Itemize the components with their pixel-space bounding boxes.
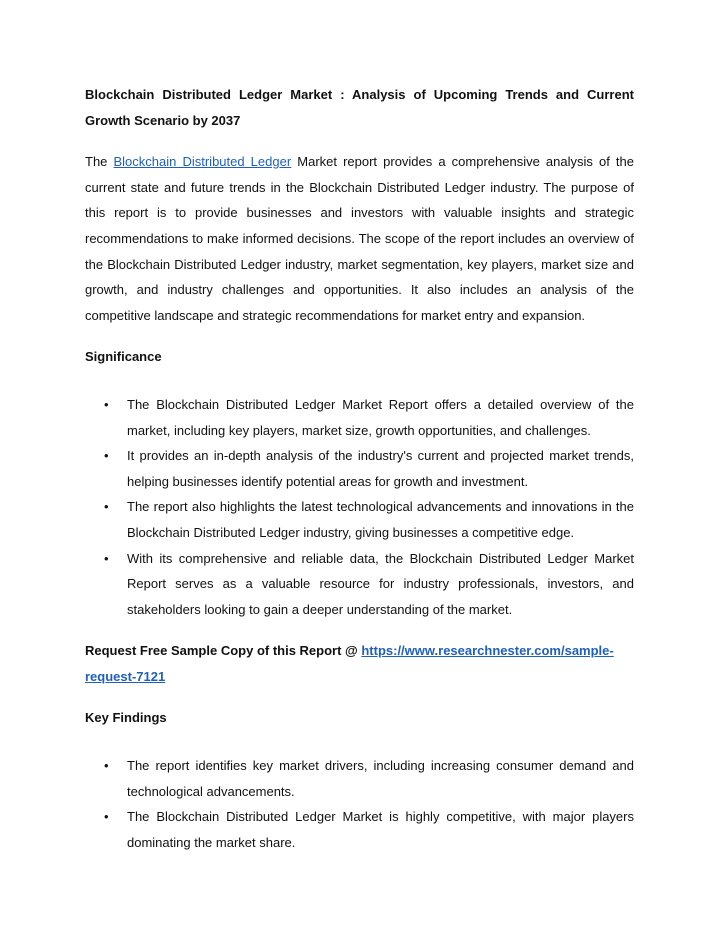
significance-item-text: The Blockchain Distributed Ledger Market Report offers a detailed overview of the market, including key players, market size, growth opportunities, and challenges.: [127, 396, 634, 438]
key-findings-item: [85, 753, 634, 804]
intro-paragraph: [85, 149, 634, 328]
key-findings-list: [85, 753, 634, 855]
significance-item-text: The report also highlights the latest technological advancements and innovations in the Blockchain Distributed Ledger industry, giving businesses a competitive edge.: [127, 499, 634, 540]
document-title: Blockchain Distributed Ledger Market : Analysis of Upcoming Trends and Current Growth Scenario by 2037: [85, 87, 634, 128]
significance-item: [85, 392, 634, 443]
intro-suffix: Market report provides a comprehensive analysis of the current state and future trends in the Blockchain Distributed Ledger industry. The purpose of this report is to provide businesses and investors with valuable insights and strategic recommendations to make informed decisions. The scope of the report includes an overview of the Blockchain Distributed Ledger industry, market segmentation, key players, market size and growth, and industry challenges and opportunities. It also includes an analysis of the competitive landscape and strategic recommendations for market entry and expansion.: [85, 154, 634, 323]
document-page: [85, 82, 634, 871]
bullet-icon: •: [104, 499, 109, 515]
request-sample-line: [85, 638, 634, 689]
bullet-icon: •: [104, 448, 109, 464]
intro-prefix: The: [85, 154, 114, 170]
sample-request-link[interactable]: https://www.researchnester.com/sample-request-7121: [85, 643, 614, 684]
key-findings-item-text: The report identifies key market drivers, including increasing consumer demand and technological advancements.: [127, 758, 634, 799]
bullet-icon: •: [104, 809, 109, 825]
significance-item: [85, 494, 634, 545]
significance-item: [85, 443, 634, 494]
significance-list: [85, 392, 634, 622]
significance-item-text: It provides an in-depth analysis of the industry's current and projected market trends, helping businesses identify potential areas for growth and investment.: [127, 448, 634, 489]
key-findings-heading: Key Findings: [85, 710, 167, 726]
key-findings-item-text: The Blockchain Distributed Ledger Market is highly competitive, with major players dominating the market share.: [127, 809, 634, 850]
request-label: Request Free Sample Copy of this Report @: [85, 643, 362, 659]
blockchain-distributed-ledger-link[interactable]: Blockchain Distributed Ledger: [113, 154, 292, 170]
bullet-icon: •: [104, 758, 109, 774]
bullet-icon: •: [104, 550, 109, 566]
bullet-icon: •: [104, 396, 109, 412]
significance-item: [85, 546, 634, 623]
significance-item-text: With its comprehensive and reliable data, the Blockchain Distributed Ledger Market Report serves as a valuable resource for industry professionals, investors, and stakeholders looking to gain a deeper understanding of the market.: [127, 550, 634, 617]
key-findings-item: [85, 804, 634, 855]
significance-heading: Significance: [85, 349, 162, 365]
